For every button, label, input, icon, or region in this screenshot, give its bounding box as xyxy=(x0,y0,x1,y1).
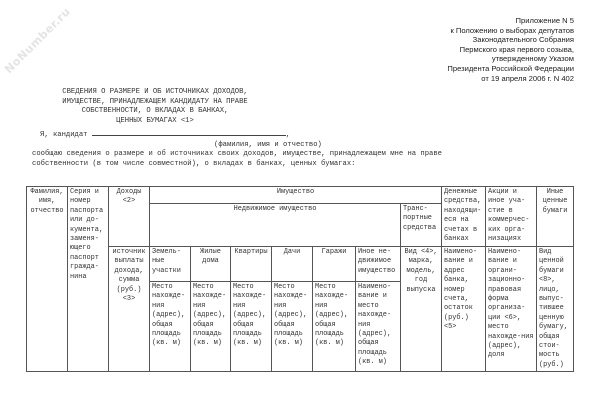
header-fio: Фамилия, имя, отчество xyxy=(27,187,68,372)
intro-text: сообщаю сведения о размере и об источниках своих доходов, имуществе, принадлежащем мне на праве собственности (в том числе совместной), о вкладах в банках, ценных бумагах: xyxy=(32,150,442,168)
appendix-line: Приложение N 5 xyxy=(515,16,574,25)
header-income: Доходы <2> xyxy=(109,187,150,247)
name-hint: (фамилия, имя и отчество) xyxy=(214,140,322,149)
apartments-location: Место нахожде-ния (адрес), общая площадь (кв. м) xyxy=(231,282,272,372)
title-line: ИМУЩЕСТВЕ, ПРИНАДЛЕЖАЩЕМ КАНДИДАТУ НА ПРАВЕ xyxy=(62,97,248,106)
houses-location: Место нахожде-ния (адрес), общая площадь (кв. м) xyxy=(191,282,231,372)
title-line: СОБСТВЕННОСТИ, О ВКЛАДАХ В БАНКАХ, xyxy=(81,107,229,116)
document-title xyxy=(60,88,250,126)
candidate-name-field[interactable] xyxy=(92,128,286,136)
realty-garages: Гаражи xyxy=(313,247,356,282)
appendix-line: к Положению о выборах депутатов xyxy=(450,25,574,35)
declaration-table xyxy=(26,186,574,372)
appendix-line: Законодательного Собрания xyxy=(472,35,574,45)
realty-other: Иное не-движимое имущество xyxy=(356,247,401,282)
appendix-line: Президента Российской Федерации xyxy=(447,63,574,73)
header-transport: Транс-портные средства xyxy=(401,204,442,247)
realty-dachas: Дачи xyxy=(272,247,313,282)
appendix-line: утвержденному Указом xyxy=(491,54,574,64)
transport-details: Вид <4>, марка, модель, год выпуска xyxy=(401,247,442,372)
appendix-line: Пермского края первого созыва, xyxy=(459,44,574,54)
header-shares: Акции и иное уча-стие в коммерчес-ких орга-низациях xyxy=(486,187,537,247)
money-details: Наимено-вание и адрес банка, номер счета, остаток (руб.) <5> xyxy=(442,247,486,372)
appendix-line: от 19 апреля 2006 г. N 402 xyxy=(481,73,574,83)
watermark: NoNumber.ru xyxy=(2,5,74,76)
securities-details: Вид ценной бумаги <8>, лицо, выпус-тившее ценную бумагу, общая стои-мость (руб.) xyxy=(537,247,574,372)
title-line: СВЕДЕНИЯ О РАЗМЕРЕ И ОБ ИСТОЧНИКАХ ДОХОДОВ, xyxy=(62,88,248,96)
dachas-location: Место нахожде-ния (адрес), общая площадь (кв. м) xyxy=(272,282,313,372)
header-passport: Серия и номер паспорта или до-кумента, заменя-ющего паспорт гражда-нина xyxy=(68,187,109,372)
candidate-label: Я, кандидат xyxy=(40,131,88,139)
income-source: источник выплаты дохода, сумма (руб.) <3> xyxy=(109,247,150,372)
intro: Я, кандидат , (фамилия, имя и отчество) сообщаю сведения о размере и об источниках своих доходов, имуществе, принадлежащем мне на праве собственности (в том числе совместной), о вкладах в банках, ценных бумагах: xyxy=(32,128,442,169)
header-realty: Недвижимое имущество xyxy=(150,204,401,247)
land-location: Место нахожде-ния (адрес), общая площадь (кв. м) xyxy=(150,282,191,372)
realty-apartments: Квартиры xyxy=(231,247,272,282)
title-line: ЦЕННЫХ БУМАГАХ <1> xyxy=(116,116,194,125)
header-property: Имущество xyxy=(150,187,442,204)
shares-details: Наимено-вание и органи-зационно-правовая форма организа-ции <6>, место нахожде-ния (адрес), доля xyxy=(486,247,537,372)
other-location: Наимено-вание и место нахожде-ния (адрес), общая площадь (кв. м) xyxy=(356,282,401,372)
header-money: Денежные средства, находящи-еся на счетах в банках xyxy=(442,187,486,247)
realty-houses: Жилые дома xyxy=(191,247,231,282)
realty-land: Земель-ные участки xyxy=(150,247,191,282)
header-securities: Иные ценные бумаги xyxy=(537,187,574,247)
garages-location: Место нахожде-ния (адрес), общая площадь (кв. м) xyxy=(313,282,356,372)
appendix-note xyxy=(447,16,574,83)
